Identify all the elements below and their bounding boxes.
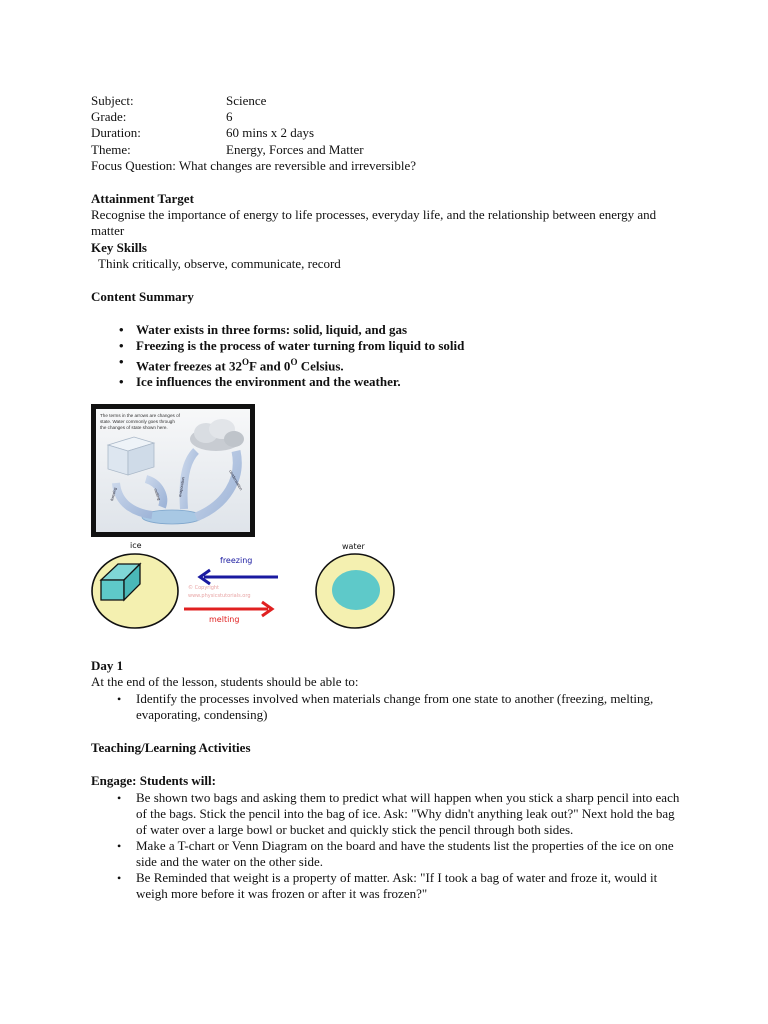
melting-label: melting [209, 615, 240, 624]
degree-mark: O [290, 357, 298, 367]
melting-label: melting [153, 487, 162, 501]
grade-value: 6 [226, 109, 233, 124]
freeze-suffix: Celsius. [297, 358, 344, 374]
duration-value: 60 mins x 2 days [226, 125, 315, 140]
list-item [91, 354, 464, 374]
water-cycle-illustration [96, 409, 250, 532]
melting-arrow-icon [184, 602, 272, 616]
grade-label: Grade: [91, 109, 127, 124]
duration-label: Duration: [91, 125, 141, 140]
duration-row [91, 125, 314, 141]
caption-line: The terms in the arrows are changes of [100, 413, 180, 418]
day1-heading: Day 1 [91, 658, 124, 673]
freezing-arrow-icon [200, 570, 278, 584]
subject-label: Subject: [91, 93, 134, 108]
degree-mark: O [242, 357, 250, 367]
ice-cube-icon [108, 437, 154, 475]
activities-heading: Teaching/Learning Activities [91, 740, 251, 755]
theme-label: Theme: [91, 142, 131, 157]
focus-question: Focus Question: What changes are reversible and irreversible? [91, 158, 416, 173]
attainment-heading: Attainment Target [91, 191, 194, 206]
content-summary-list [91, 322, 464, 390]
list-item: • Water exists in three forms: solid, liquid, and gas [91, 322, 464, 338]
key-skills-text: Think critically, observe, communicate, record [98, 256, 341, 271]
attainment-text: Recognise the importance of energy to life processes, everyday life, and the relationship between energy and matter [91, 207, 657, 238]
subject-value: Science [226, 93, 267, 108]
condensation-label: condensation [228, 469, 243, 492]
theme-value: Energy, Forces and Matter [226, 142, 364, 157]
water-pool-icon [332, 570, 380, 610]
evaporation-label: evaporation [178, 476, 186, 498]
water-label: water [342, 542, 365, 551]
freezing-melting-diagram [88, 540, 408, 632]
subject-row [91, 93, 266, 109]
freezing-label: freezing [110, 487, 118, 502]
caption-line: state. Water commonly goes through [100, 419, 175, 424]
list-item: • Be shown two bags and asking them to predict what will happen when you stick a sharp pencil into each of the bags. Stick the pencil into the bag of ice. Ask: "Why didn't anything leak out?" Next hold the bag of water over a large bowl or bucket and quickly stick the pencil through both sides. [91, 790, 681, 838]
watermark-line: www.physicstutorials.org [188, 593, 251, 599]
states-of-water-diagram [91, 404, 255, 537]
key-skills-heading: Key Skills [91, 240, 147, 255]
engage-list [91, 790, 681, 902]
content-summary-heading: Content Summary [91, 289, 194, 304]
day1-objectives [91, 691, 681, 723]
theme-row [91, 142, 364, 158]
day1-intro: At the end of the lesson, students should be able to: [91, 674, 359, 689]
freezing-label: freezing [220, 556, 253, 565]
list-item: • Be Reminded that weight is a property of matter. Ask: "If I took a bag of water and froze it, would it weigh more before it was frozen or after it was frozen?" [91, 870, 681, 902]
ice-label: ice [130, 541, 142, 550]
engage-heading: Engage: Students will: [91, 773, 216, 788]
caption-line: the changes of state shown here. [100, 425, 168, 430]
list-item: • Identify the processes involved when materials change from one state to another (freezing, melting, evaporating, condensing) [91, 691, 681, 723]
grade-row [91, 109, 233, 125]
watermark-line: © Copyright [188, 585, 220, 591]
freeze-mid: F and 0 [249, 358, 291, 374]
list-item: • Make a T-chart or Venn Diagram on the board and have the students list the properties of the ice on one side and the water on the other side. [91, 838, 681, 870]
freeze-prefix: Water freezes at 32 [136, 358, 242, 374]
list-item: • Ice influences the environment and the weather. [91, 374, 464, 390]
list-item: • Freezing is the process of water turning from liquid to solid [91, 338, 464, 354]
